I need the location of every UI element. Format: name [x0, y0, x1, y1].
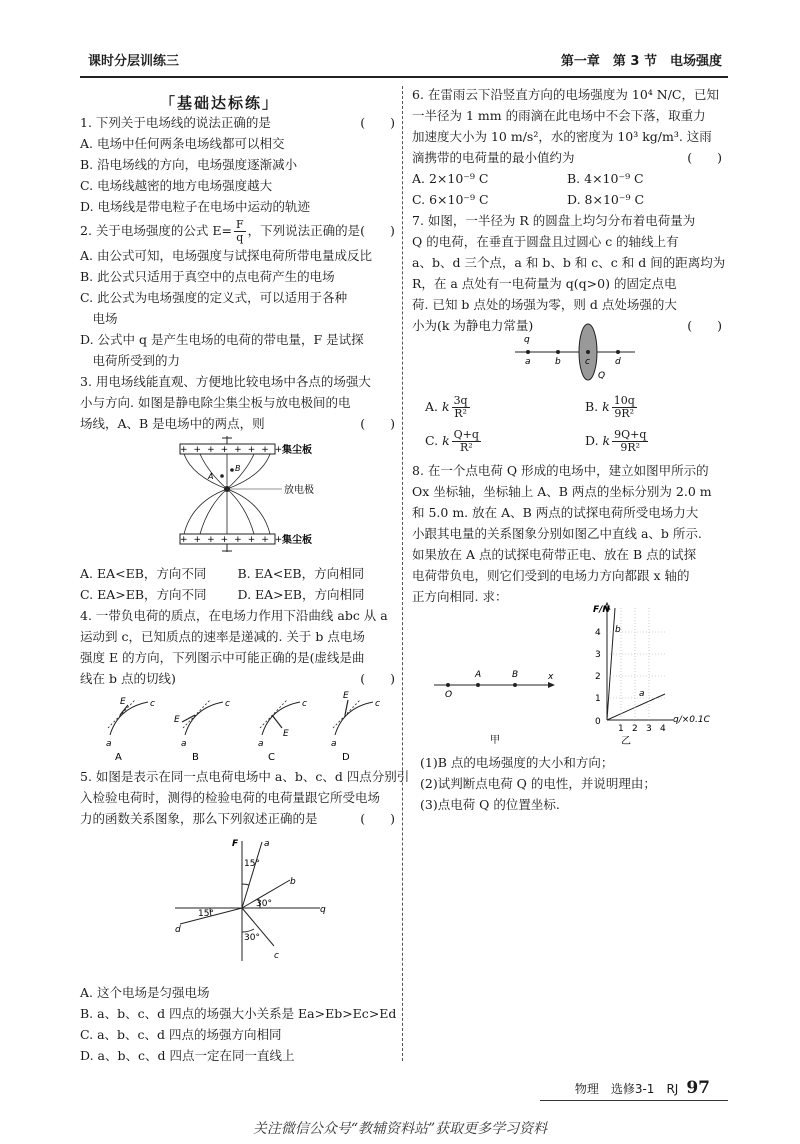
svg-text:Q: Q — [598, 371, 606, 381]
q1-option-c: C. 电场线越密的地方电场强度越大 — [80, 178, 273, 193]
q3-line3: 场线，A、B 是电场中的两点，则 ( ) — [80, 416, 395, 431]
q5-option-b: B. a、b、c、d 四点的场强大小关系是 Ea>Eb>Ec>Ed — [80, 1006, 397, 1021]
svg-text:b: b — [615, 625, 621, 635]
q2-option-b: B. 此公式只适用于真空中的点电荷产生的电场 — [80, 269, 335, 284]
q5-option-a: A. 这个电场是匀强电场 — [80, 985, 210, 1000]
q8-sub2: (2)试判断点电荷 Q 的电性，并说明理由； — [420, 776, 656, 791]
svg-text:O: O — [445, 690, 453, 700]
q3-option-c: C. EA>EB，方向不同 — [80, 587, 207, 602]
svg-text:a: a — [258, 739, 264, 749]
svg-text:c: c — [274, 951, 279, 961]
q8-line4: 小跟其电量的关系图象分别如图乙中直线 a、b 所示. — [412, 526, 702, 541]
q5-figure — [170, 836, 330, 966]
footer-rule — [540, 1100, 728, 1101]
svg-text:c: c — [375, 699, 380, 709]
q3-figure — [170, 434, 350, 556]
q4-label-d: D — [342, 752, 350, 762]
q4-curve-b — [185, 702, 223, 735]
left-column-2 — [80, 563, 395, 689]
q1-option-d: D. 电场线是带电粒子在电场中运动的轨迹 — [80, 199, 311, 214]
svg-text:B: B — [235, 464, 241, 473]
q6-line2: 一半径为 1 mm 的雨滴在此电场中不会下落，取重力 — [412, 108, 706, 123]
q7-option-a: A. k $\frac{3q}{\text{R²}}$ — [425, 393, 468, 420]
q3-line2: 小与方向. 如图是静电除尘集尘板与放电极间的电 — [80, 395, 351, 410]
q5-option-d: D. a、b、c、d 四点一定在同一直线上 — [80, 1048, 295, 1063]
svg-text:E: E — [120, 697, 126, 707]
svg-text:c: c — [150, 699, 155, 709]
svg-text:++++++++: ++++++++ — [180, 535, 289, 545]
q6-option-c: C. 6×10⁻⁹ C — [412, 192, 489, 207]
q6-option-d: D. 8×10⁻⁹ C — [567, 192, 645, 207]
header-left: 课时分层训练三 — [88, 54, 180, 69]
q3-option-a: A. EA<EB，方向不同 — [80, 566, 207, 581]
svg-text:a: a — [181, 739, 187, 749]
svg-text:x: x — [548, 672, 554, 682]
left-column-3 — [80, 766, 410, 829]
svg-text:30°: 30° — [244, 933, 260, 943]
header-rule — [80, 76, 728, 78]
q4-line4: 线在 b 点的切线) ( ) — [80, 671, 395, 686]
q7-line2: Q 的电荷，在垂直于圆盘且过圆心 c 的轴线上有 — [412, 234, 679, 249]
q7-line1: 7. 如图，一半径为 R 的圆盘上均匀分布着电荷量为 — [412, 213, 696, 228]
q4-label-c: C — [268, 752, 275, 762]
q3-label-top: 集尘板 — [282, 445, 312, 456]
q8-line2: Ox 坐标轴，坐标轴上 A、B 两点的坐标分别为 2.0 m — [412, 484, 712, 499]
q1-option-a: A. 电场中任何两条电场线都可以相交 — [80, 136, 285, 151]
q8-sub3: (3)点电荷 Q 的位置坐标. — [420, 797, 560, 812]
q7-line4: R，在 a 点处有一电荷量为 q(q>0) 的固定点电 — [412, 276, 677, 291]
svg-text:15°: 15° — [244, 859, 260, 869]
q8-sub1: (1)B 点的电场强度的大小和方向； — [420, 755, 614, 770]
q8-line7: 正方向相同. 求： — [412, 589, 508, 604]
q8-y-label: F/N — [593, 605, 610, 615]
svg-text:a: a — [106, 739, 112, 749]
svg-text:15°: 15° — [198, 909, 214, 919]
q6-line1: 6. 在雷雨云下沿竖直方向的电场强度为 10⁴ N/C，已知 — [412, 87, 719, 102]
svg-text:E: E — [343, 691, 349, 701]
svg-text:E: E — [283, 729, 289, 739]
q2-option-c1: C. 此公式为电场强度的定义式，可以适用于各种 — [80, 290, 348, 305]
q8-x-label: q/×0.1C — [673, 715, 710, 725]
q5-line3: 力的函数关系图象，那么下列叙述正确的是 ( ) — [80, 811, 395, 826]
footer — [575, 1078, 710, 1098]
q8-figure-yi — [585, 598, 725, 748]
svg-text:q: q — [320, 905, 326, 915]
svg-text:4: 4 — [660, 724, 666, 734]
footer-subject: 物理 选修3-1 RJ — [574, 1082, 679, 1096]
q4-label-b: B — [192, 752, 199, 762]
q4-line3: 强度 E 的方向，下列图示中可能正确的是(虚线是曲 — [80, 650, 365, 665]
column-divider — [402, 86, 403, 1061]
line-a — [607, 694, 665, 720]
q8-subquestions — [420, 752, 720, 815]
q7-option-b: B. k $\frac{10q}{\text{9R²}}$ — [585, 393, 635, 420]
q4-label-a: A — [115, 752, 122, 762]
svg-text:1: 1 — [595, 694, 601, 704]
svg-text:3: 3 — [646, 724, 652, 734]
svg-text:a: a — [639, 689, 645, 699]
q2-option-d2: 电荷所受到的力 — [80, 353, 181, 368]
q4-line1: 4. 一带负电荷的质点，在电场力作用下沿曲线 abc 从 a — [80, 608, 388, 623]
q7-line6: 小为(k 为静电力常量) ( ) — [412, 318, 722, 333]
q8-figure-jia — [430, 665, 560, 745]
q4-line2: 运动到 c，已知质点的速率是递减的. 关于 b 点电场 — [80, 629, 365, 644]
right-column-2 — [412, 460, 722, 607]
field-lines — [184, 454, 270, 534]
svg-text:30°: 30° — [256, 899, 272, 909]
q7-option-c: C. k $\frac{Q+q}{\text{R²}}$ — [425, 427, 479, 454]
q8-line5: 如果放在 A 点的试探电荷带正电、放在 B 点的试探 — [412, 547, 697, 562]
svg-text:d: d — [175, 925, 181, 935]
q4-curve-c — [262, 702, 300, 735]
q1-option-b: B. 沿电场线的方向，电场强度逐渐减小 — [80, 157, 298, 172]
q5-line1: 5. 如图是表示在同一点电荷电场中 a、b、c、d 四点分别引 — [80, 769, 410, 784]
svg-text:E: E — [174, 715, 180, 725]
q6-line4: 滴携带的电荷量的最小值约为 ( ) — [412, 150, 722, 165]
svg-text:B: B — [512, 670, 519, 680]
q3-line1: 3. 用电场线能直观、方便地比较电场中各点的场强大 — [80, 374, 371, 389]
q5-line2: 入检验电荷时，测得的检验电荷的电荷量跟它所受电场 — [80, 790, 381, 805]
svg-text:b: b — [290, 877, 296, 887]
q7-option-d: D. k $\frac{9Q+q}{\text{9R²}}$ — [585, 427, 647, 454]
svg-text:c: c — [225, 699, 230, 709]
svg-text:d: d — [615, 357, 621, 367]
q7-options — [425, 390, 725, 458]
svg-text:1: 1 — [618, 724, 624, 734]
q8-line1: 8. 在一个点电荷 Q 形成的电场中，建立如图甲所示的 — [412, 463, 709, 478]
left-column — [80, 112, 395, 434]
q2-stem: 2. 关于电场强度的公式 E= $\frac{F}{q}$ ，下列说法正确的是( ) — [80, 218, 395, 244]
q8-fig-jia-label: 甲 — [490, 735, 500, 745]
svg-text:A: A — [475, 670, 482, 680]
q4-curve-d — [335, 702, 373, 735]
q8-line3: 和 5.0 m. 放在 A、B 两点的试探电荷所受电场力大 — [412, 505, 699, 520]
q4-curve-a — [110, 702, 148, 735]
svg-text:a: a — [264, 839, 270, 849]
q8-fig-yi-label: 乙 — [621, 736, 631, 747]
q8-line6: 电荷带负电，则它们受到的电场力方向都跟 x 轴的 — [412, 568, 690, 583]
q3-option-d: D. EA>EB，方向相同 — [237, 587, 365, 602]
q6-option-b: B. 4×10⁻⁹ C — [567, 171, 644, 186]
bottom-note: 关注微信公众号“教辅资料站”获取更多学习资料 — [252, 1121, 548, 1137]
q3-label-bot: 集尘板 — [282, 535, 312, 546]
q7-line5: 荷. 已知 b 点处的场强为零，则 d 点处场强的大 — [412, 297, 677, 312]
svg-text:++++++++: ++++++++ — [180, 445, 289, 455]
q2-option-d1: D. 公式中 q 是产生电场的电荷的带电量，F 是试探 — [80, 332, 364, 347]
svg-text:c: c — [302, 699, 307, 709]
line-b — [607, 608, 615, 720]
q6-line3: 加速度大小为 10 m/s²，水的密度为 10³ kg/m³. 这雨 — [412, 129, 712, 144]
q2-option-a: A. 由公式可知，电场强度与试探电荷所带电量成反比 — [80, 248, 372, 263]
q5-option-c: C. a、b、c、d 四点的场强方向相同 — [80, 1027, 282, 1042]
q7-line3: a、b、d 三个点，a 和 b、b 和 c、c 和 d 间的距离均为 — [412, 255, 726, 270]
svg-text:2: 2 — [595, 672, 601, 682]
q2-option-c2: 电场 — [80, 311, 118, 326]
svg-text:F: F — [232, 839, 239, 849]
q6-option-a: A. 2×10⁻⁹ C — [412, 171, 489, 186]
svg-text:q: q — [524, 335, 530, 345]
svg-text:b: b — [555, 357, 561, 367]
left-column-4 — [80, 982, 395, 1066]
q1-stem: 1. 下列关于电场线的说法正确的是 ( ) — [80, 115, 395, 130]
svg-text:4: 4 — [595, 628, 601, 638]
q3-option-b: B. EA<EB，方向相同 — [237, 566, 365, 581]
q3-label-mid: 放电极 — [284, 485, 314, 496]
svg-text:2: 2 — [632, 724, 638, 734]
header-right: 第一章 第 3 节 电场强度 — [560, 54, 722, 69]
svg-text:a: a — [525, 357, 531, 367]
svg-text:0: 0 — [595, 717, 601, 727]
page-number: 97 — [686, 1078, 710, 1098]
q7-figure — [510, 320, 640, 382]
svg-text:A: A — [208, 472, 214, 481]
right-column — [412, 84, 726, 336]
svg-text:c: c — [585, 357, 590, 367]
svg-text:3: 3 — [595, 650, 601, 660]
section-title: 「基础达标练」 — [160, 94, 280, 112]
svg-text:a: a — [331, 739, 337, 749]
q4-figure — [90, 690, 390, 762]
